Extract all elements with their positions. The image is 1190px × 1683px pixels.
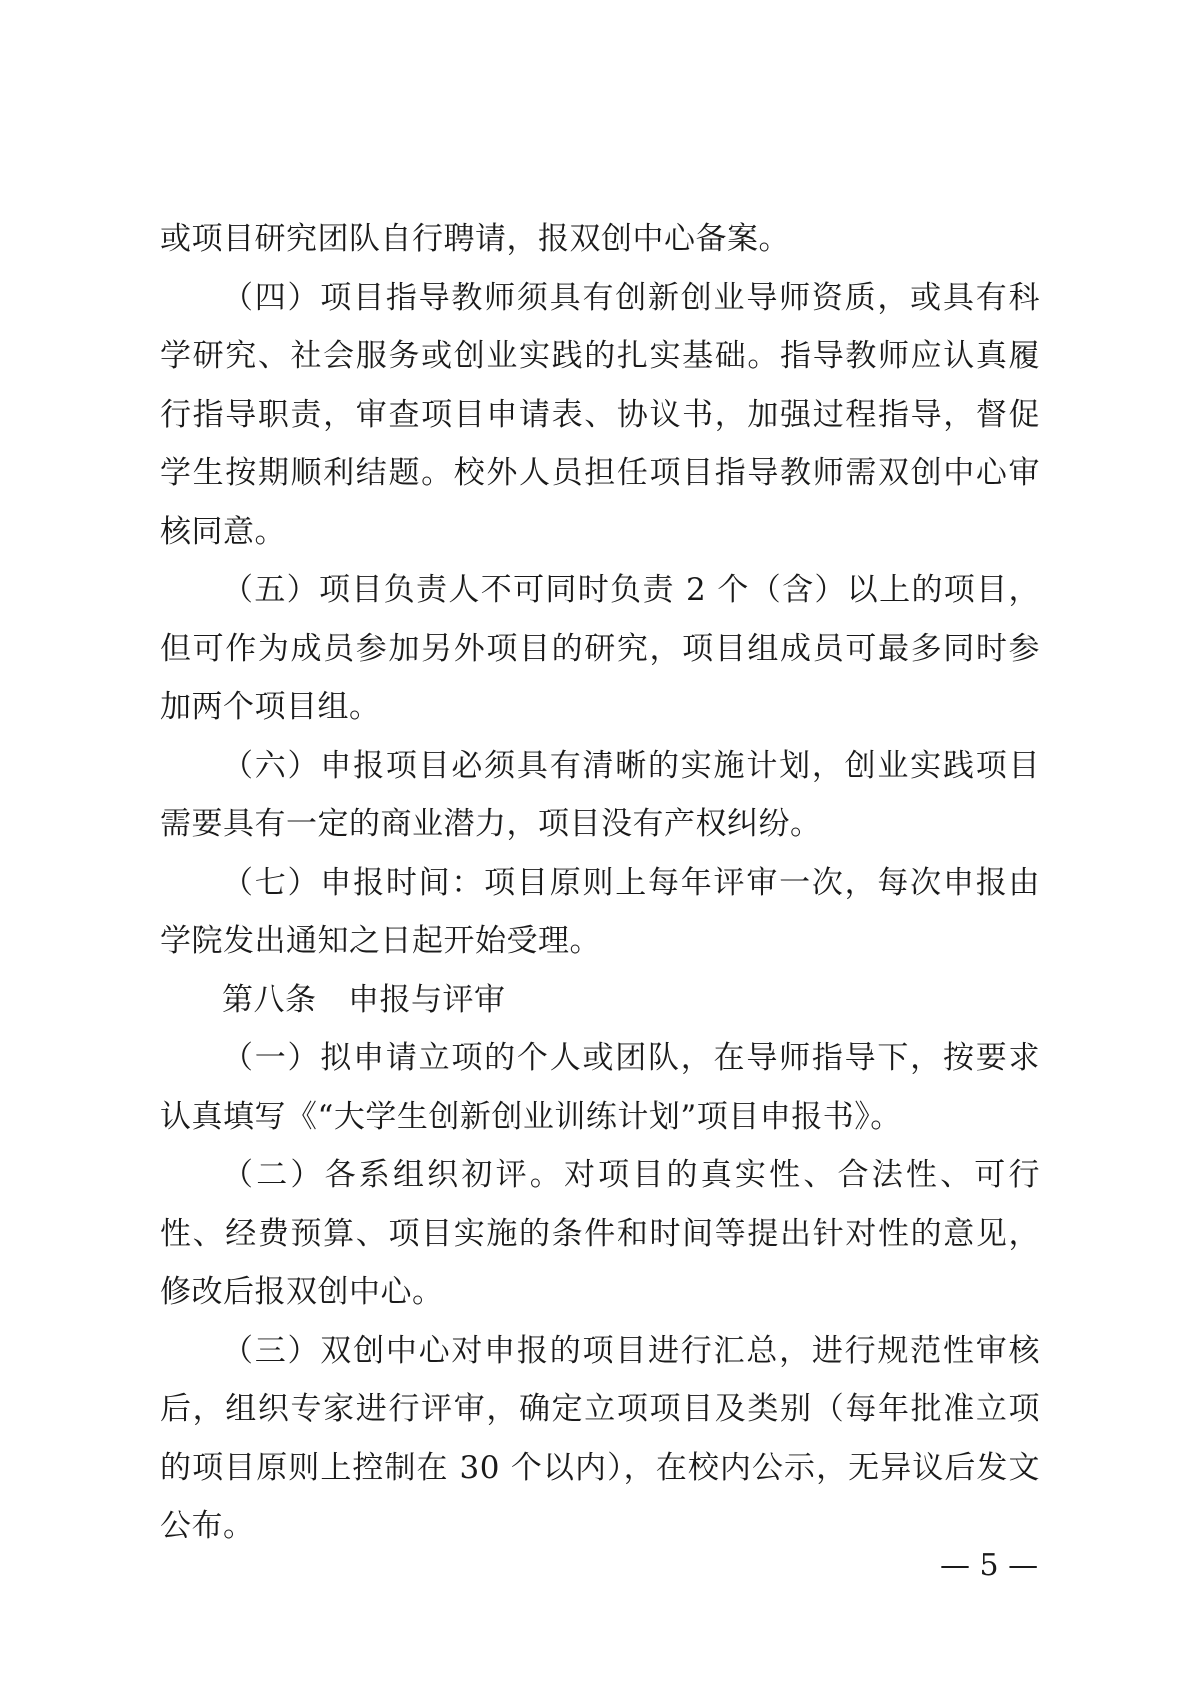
paragraph-item-2: （二）各系组织初评。对项目的真实性、合法性、可行性、经费预算、项目实施的条件和时间等提出针对性的意见，修改后报双创中心。 (160, 1157, 1040, 1310)
paragraph-item-6: （六）申报项目必须具有清晰的实施计划，创业实践项目需要具有一定的商业潜力，项目没有产权纠纷。 (160, 747, 1040, 842)
article-heading: 第八条 申报与评审 (222, 981, 506, 1018)
paragraph-continuation: 或项目研究团队自行聘请，报双创中心备案。 (160, 221, 790, 257)
paragraph-item-4: （四）项目指导教师须具有创新创业导师资质，或具有科学研究、社会服务或创业实践的扎实基础。指导教师应认真履行指导职责，审查项目申请表、协议书，加强过程指导，督促学生按期顺利结题。校外人员担任项目指导教师需双创中心审核同意。 (160, 279, 1040, 550)
paragraph-item-5: （五）项目负责人不可同时负责 2 个（含）以上的项目，但可作为成员参加另外项目的研究，项目组成员可最多同时参加两个项目组。 (160, 572, 1040, 725)
page-number: — 5 — (940, 1548, 1039, 1583)
document-body (160, 210, 1040, 1556)
paragraph-item-3: （三）双创中心对申报的项目进行汇总，进行规范性审核后，组织专家进行评审，确定立项项目及类别（每年批准立项的项目原则上控制在 30 个以内），在校内公示，无异议后发文公布。 (160, 1332, 1040, 1544)
paragraph-item-1: （一）拟申请立项的个人或团队，在导师指导下，按要求认真填写《“大学生创新创业训练计划”项目申报书》。 (160, 1040, 1040, 1135)
paragraph-item-7: （七）申报时间：项目原则上每年评审一次，每次申报由学院发出通知之日起开始受理。 (160, 864, 1040, 959)
